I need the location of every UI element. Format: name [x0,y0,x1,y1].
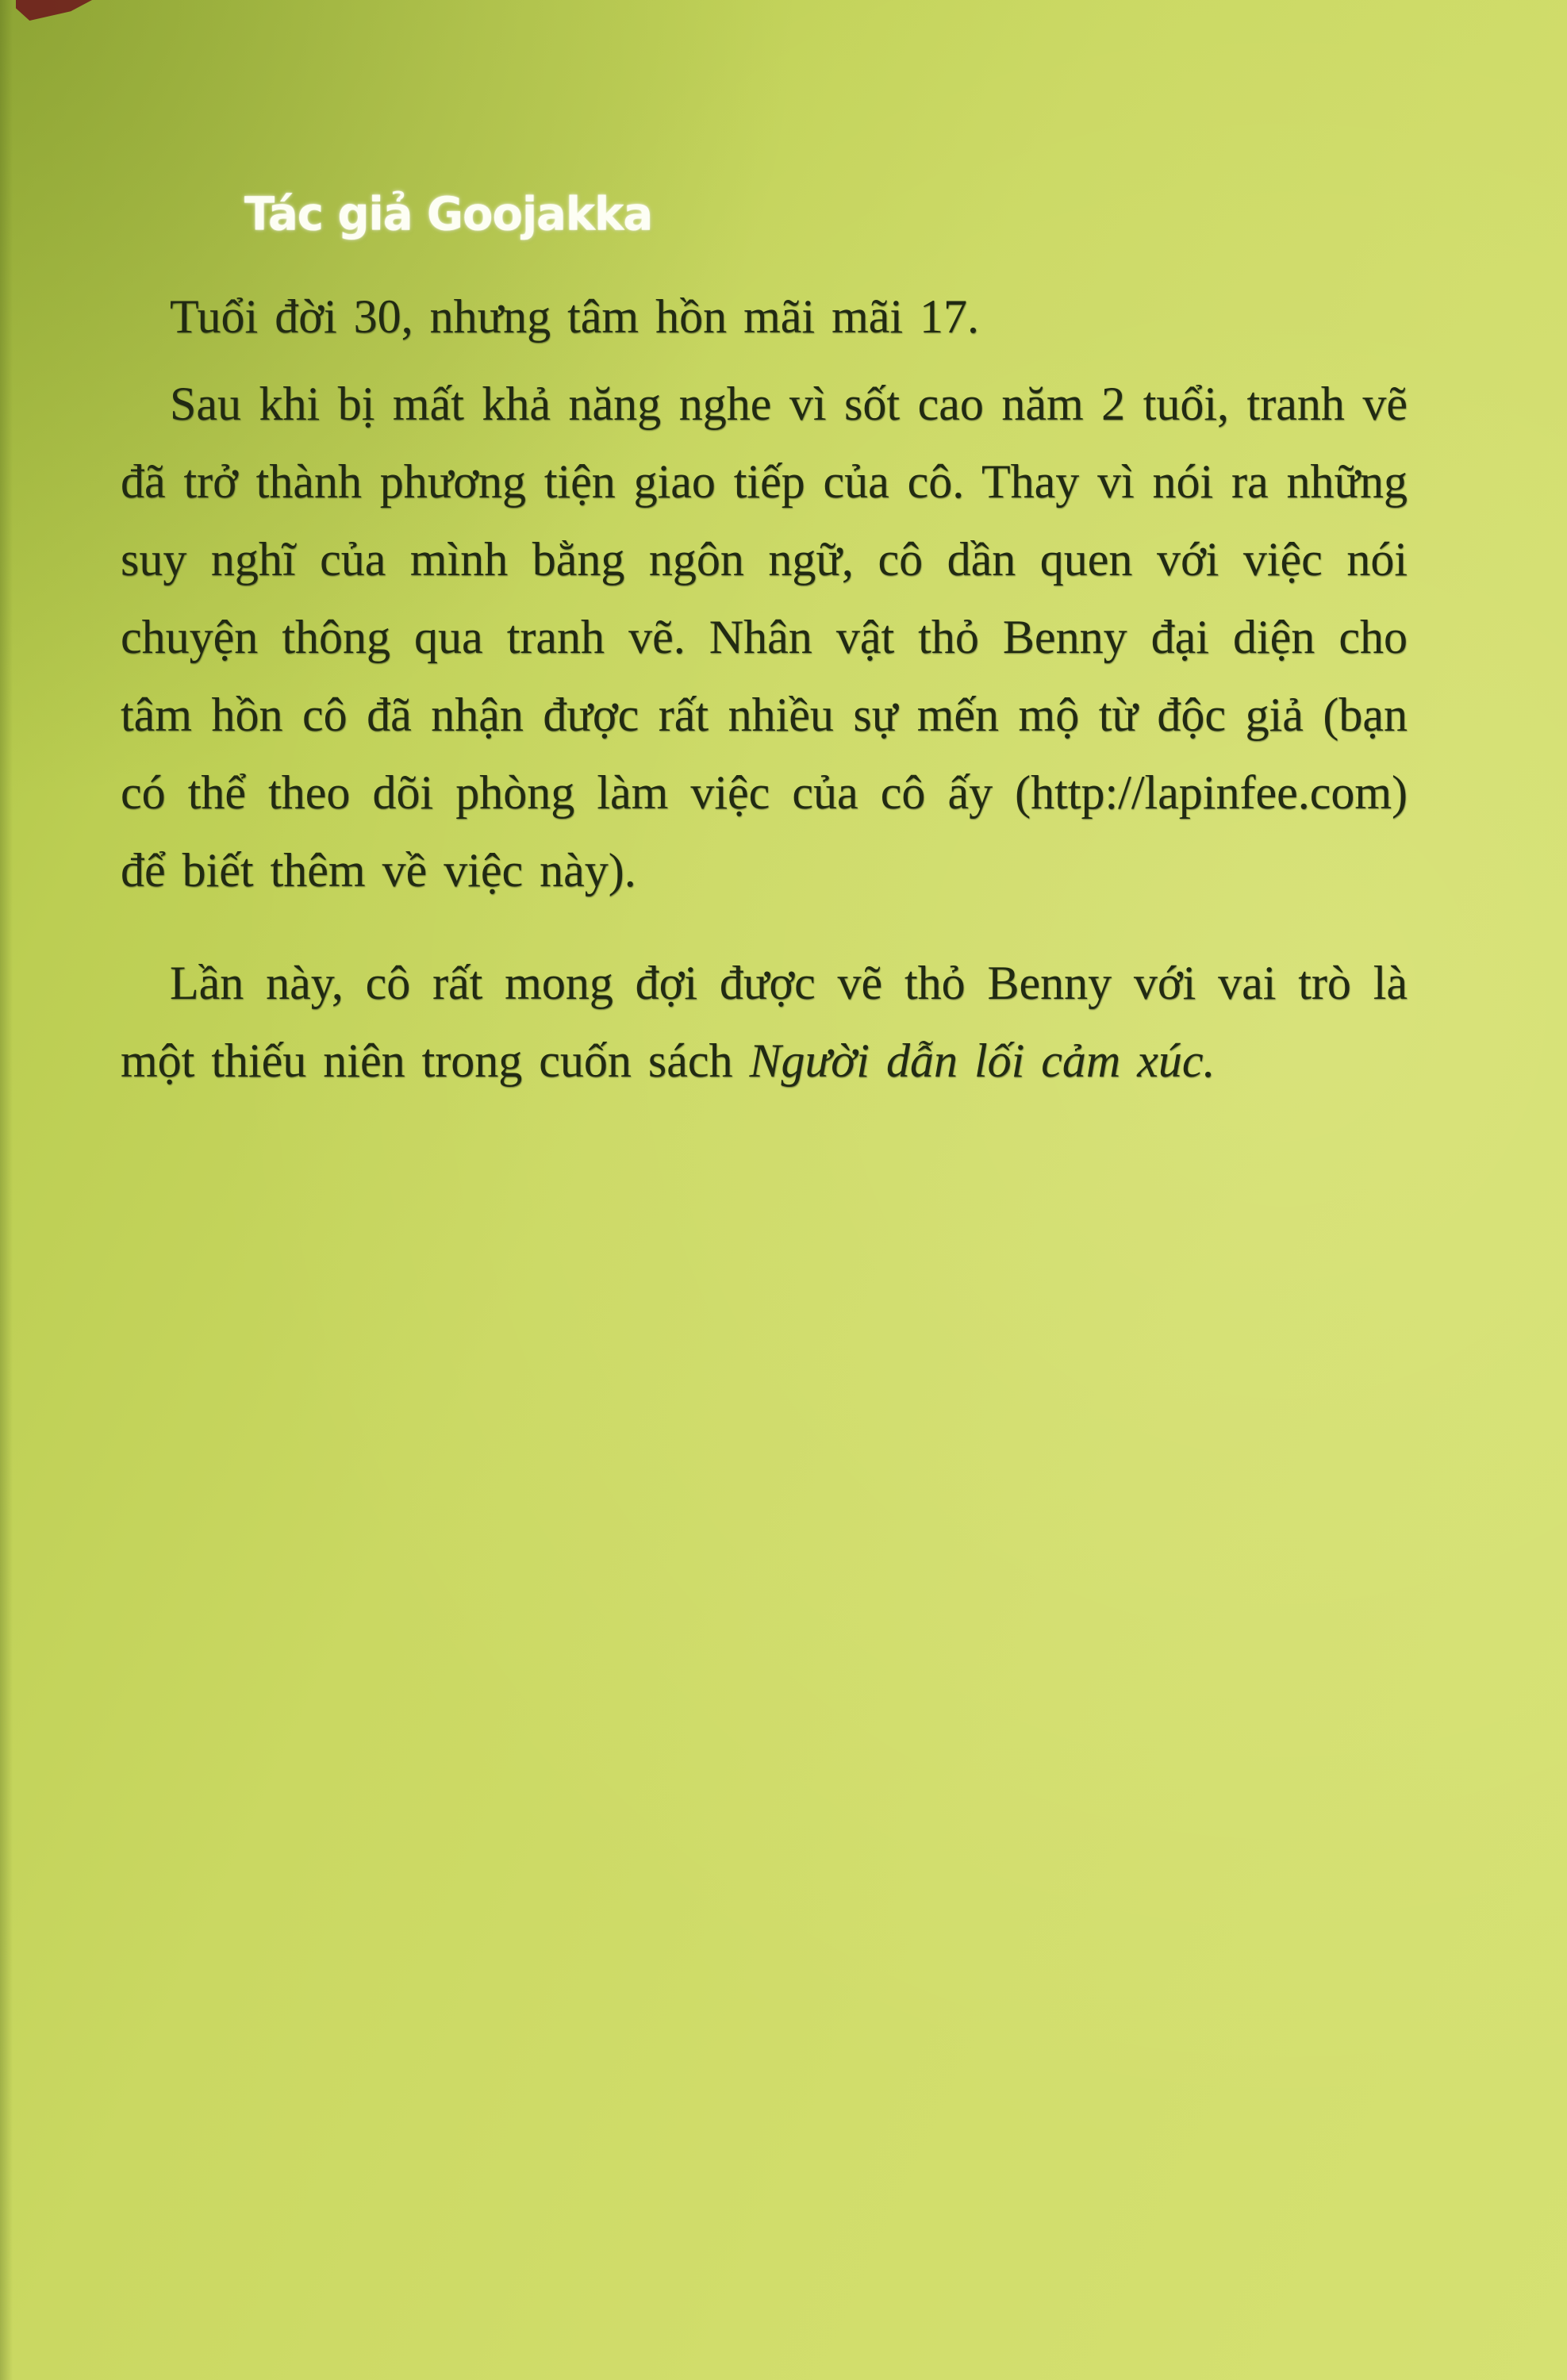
photo-corner-artifact [16,0,92,21]
author-bio-text [121,278,1408,1100]
paragraph-intro: Tuổi đời 30, nhưng tâm hồn mãi mãi 17. [170,290,980,343]
paragraph-closing [121,944,1408,1100]
closing-text: Lần này, cô rất mong đợi được vẽ thỏ Benny với vai trò là một thiếu niên trong cuốn sách [121,957,1408,1087]
paragraph-bio: Sau khi bị mất khả năng nghe vì sốt cao năm 2 tuổi, tranh vẽ đã trở thành phương tiện giao tiếp của cô. Thay vì nói ra những suy nghĩ của mình bằng ngôn ngữ, cô dần quen với việc nói chuyện thông qua tranh vẽ. Nhân vật thỏ Benny đại diện cho tâm hồn cô đã nhận được rất nhiều sự mến mộ từ độc giả (bạn có thể theo dõi phòng làm việc của cô ấy (http://lapinfee.com) để biết thêm về việc này). [121,378,1408,896]
book-title-italic: Người dẫn lối cảm xúc. [749,1035,1216,1087]
author-heading: Tác giả Goojakka [244,187,653,242]
